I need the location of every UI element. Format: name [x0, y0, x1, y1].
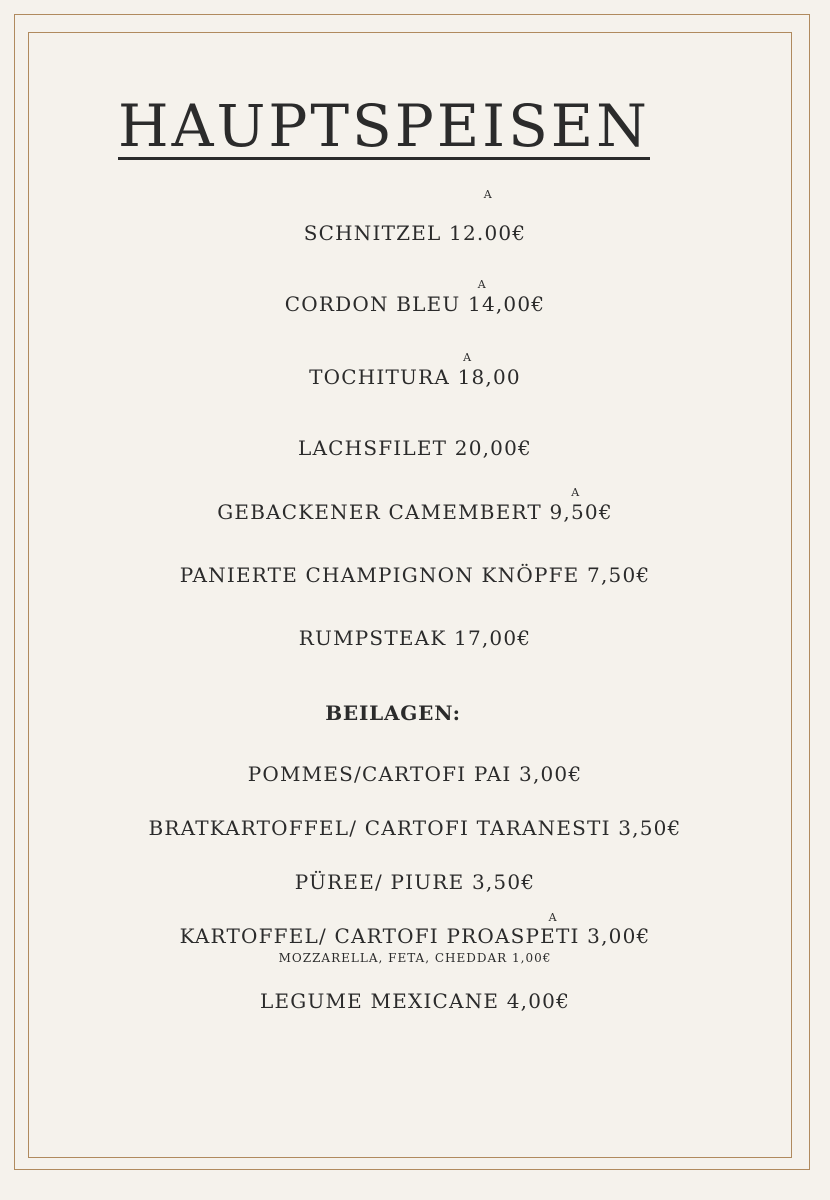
allergen-marker: A [571, 486, 581, 499]
side-item-pueree [0, 872, 830, 892]
side-item-pommes [0, 764, 830, 784]
sides-heading: BEILAGEN: [325, 701, 461, 725]
allergen-marker: A [548, 911, 558, 924]
allergen-marker: A [477, 278, 487, 291]
menu-item-cordon-bleu [0, 278, 830, 316]
menu-item-camembert [0, 486, 830, 524]
menu-item-label: TOCHITURA 18,00 [309, 365, 521, 389]
side-item-label: LEGUME MEXICANE 4,00€ [259, 989, 571, 1013]
side-item-label: BRATKARTOFFEL/ CARTOFI TARANESTI 3,50€ [148, 816, 682, 840]
menu-item-label: GEBACKENER CAMEMBERT 9,50€ [217, 500, 613, 524]
menu-item-champignon [0, 565, 830, 585]
menu-item-schnitzel [0, 188, 830, 245]
menu-item-label: SCHNITZEL 12.00€ [303, 221, 527, 245]
menu-item-label: CORDON BLEU 14,00€ [284, 292, 546, 316]
allergen-marker: A [463, 351, 473, 364]
side-item-legume [0, 991, 830, 1011]
menu-item-label: PANIERTE CHAMPIGNON KNÖPFE 7,50€ [179, 563, 651, 587]
menu-item-lachsfilet [0, 438, 830, 458]
menu-item-rumpsteak [0, 628, 830, 648]
menu-item-label: LACHSFILET 20,00€ [298, 436, 532, 460]
side-item-kartoffel [0, 911, 830, 948]
side-item-label: PÜREE/ PIURE 3,50€ [294, 870, 536, 894]
allergen-marker: A [483, 188, 493, 201]
page-title: HAUPTSPEISEN [118, 92, 650, 160]
side-item-label: KARTOFFEL/ CARTOFI PROASPETI 3,00€ [179, 924, 651, 948]
cheese-extras-note: MOZZARELLA, FETA, CHEDDAR 1,00€ [278, 951, 552, 965]
menu-item-tochitura [0, 351, 830, 389]
menu-item-label: RUMPSTEAK 17,00€ [298, 626, 532, 650]
side-item-bratkartoffel [0, 818, 830, 838]
side-item-label: POMMES/CARTOFI PAI 3,00€ [247, 762, 583, 786]
